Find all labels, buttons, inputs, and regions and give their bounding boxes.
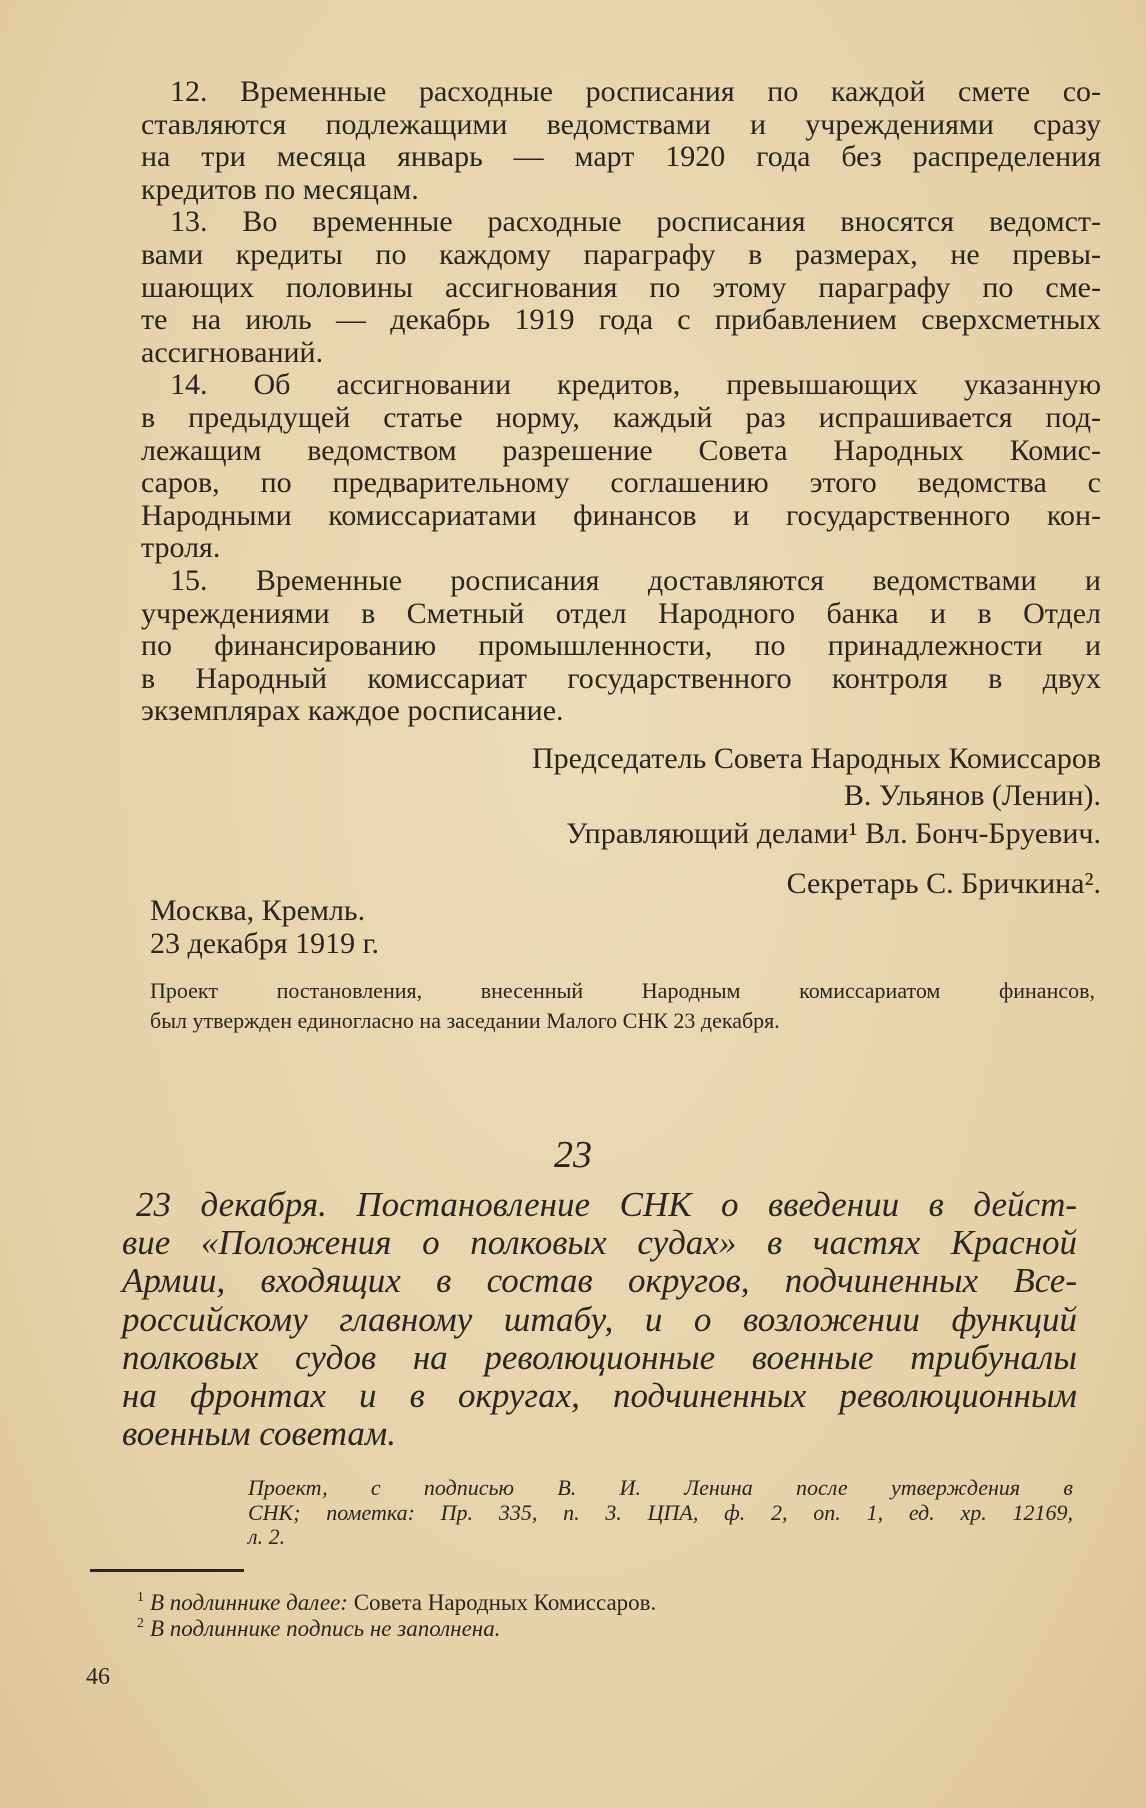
text-line: шающих половины ассигнования по этому параграфу по сме-: [141, 270, 1101, 304]
footnote-2: [137, 1616, 500, 1642]
footnote-mark: 2: [137, 1616, 144, 1632]
footnote-1: [137, 1590, 656, 1616]
text-line: был утвержден единогласно на заседании Малого СНК 23 декабря.: [150, 1008, 780, 1033]
text-line: ассигнований.: [141, 335, 324, 369]
text-line: 23 декабря. Постановление СНК о введении в дейст-: [136, 1185, 1077, 1224]
text-line: вами кредиты по каждому параграфу в размерах, не превы-: [141, 237, 1101, 271]
text-line: ставляются подлежащими ведомствами и учреждениями сразу: [141, 107, 1101, 141]
paragraph: [141, 369, 1101, 565]
document-number: 23: [554, 1134, 592, 1176]
paragraph: [141, 76, 1101, 206]
text-line: троля.: [141, 531, 221, 565]
text-line: на три месяца январь — март 1920 года без распределения: [141, 140, 1101, 174]
text-line: лежащим ведомством разрешение Совета Народных Комис-: [141, 433, 1101, 467]
text-line: Народными комиссариатами финансов и государственного кон-: [141, 498, 1101, 532]
text-line: вие «Положения о полковых судах» в частях Красной: [122, 1223, 1077, 1263]
text-line: 12. Временные расходные росписания по каждой смете со-: [170, 75, 1101, 108]
footnote-mark: 1: [137, 1590, 144, 1606]
page-number: 46: [86, 1664, 110, 1690]
signature-chair-title: Председатель Совета Народных Комиссаров: [532, 742, 1101, 775]
text-line: 13. Во временные расходные росписания вносятся ведомст-: [170, 205, 1101, 239]
text-line: л. 2.: [248, 1524, 286, 1549]
footnote-text: Совета Народных Комиссаров.: [353, 1590, 657, 1615]
text-line: на фронтах и в округах, подчиненных революционным: [122, 1375, 1077, 1415]
editorial-note: [150, 976, 1095, 1036]
text-line: Проект постановления, внесенный Народным комиссариатом финансов,: [150, 978, 1095, 1003]
signature-chair-name: В. Ульянов (Ленин).: [843, 779, 1101, 812]
text-line: в предыдущей статье норму, каждый раз испрашивается под-: [141, 400, 1101, 434]
signature-secretary: Секретарь С. Бричкина².: [786, 867, 1101, 900]
source-reference: [248, 1476, 1073, 1550]
text-line: в Народный комиссариат государственного контроля в двух: [141, 661, 1101, 695]
decree-body: [141, 76, 1101, 728]
footnote-italic: В подлиннике далее:: [150, 1590, 348, 1615]
document-title: [122, 1186, 1077, 1453]
signature-manager: Управляющий делами¹ Вл. Бонч-Бруевич.: [566, 817, 1101, 850]
text-line: те на июль — декабрь 1919 года с прибавлением сверхсметных: [141, 303, 1101, 337]
text-line: учреждениями в Сметный отдел Народного банка и в Отдел: [141, 596, 1101, 630]
place: Москва, Кремль.: [150, 894, 366, 927]
text-line: СНК; пометка: Пр. 335, п. 3. ЦПА, ф. 2, оп. 1, ед. хр. 12169,: [248, 1499, 1073, 1525]
paragraph: [141, 206, 1101, 369]
text-line: кредитов по месяцам.: [141, 172, 419, 206]
text-line: по финансированию промышленности, по принадлежности и: [141, 629, 1101, 663]
text-line: 14. Об ассигновании кредитов, превышающих указанную: [170, 368, 1101, 402]
paragraph: [141, 565, 1101, 728]
footnote-divider: [90, 1569, 244, 1572]
text-line: экземплярах каждое росписание.: [141, 694, 564, 728]
text-line: полковых судов на революционные военные трибуналы: [122, 1337, 1077, 1377]
footnote-italic: В подлиннике подпись не заполнена.: [150, 1616, 501, 1641]
text-line: российскому главному штабу, и о возложении функций: [122, 1299, 1077, 1339]
text-line: саров, по предварительному соглашению этого ведомства с: [141, 466, 1101, 500]
text-line: Армии, входящих в состав округов, подчиненных Все-: [122, 1261, 1077, 1301]
text-line: 15. Временные росписания доставляются ведомствами и: [170, 563, 1101, 597]
date: 23 декабря 1919 г.: [150, 927, 379, 960]
text-line: Проект, с подписью В. И. Ленина после утверждения в: [248, 1475, 1073, 1500]
text-line: военным советам.: [122, 1414, 397, 1454]
